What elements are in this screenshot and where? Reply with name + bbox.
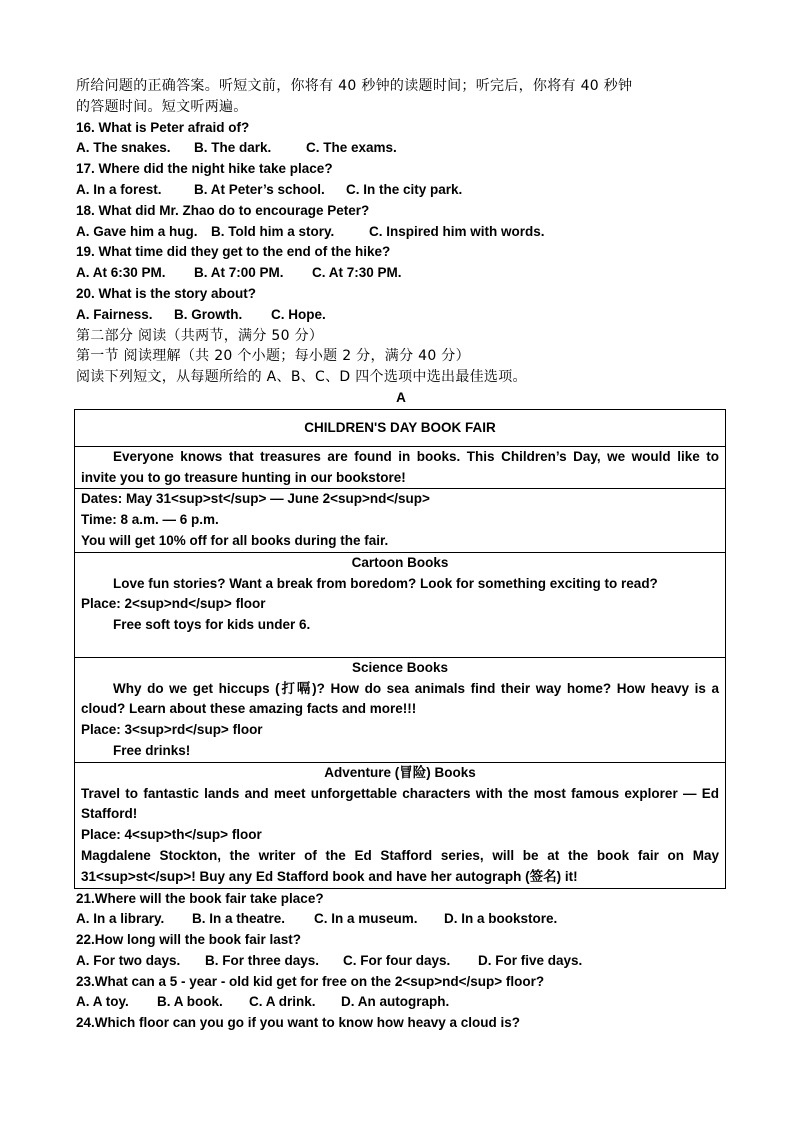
option-18a: A. Gave him a hug. — [76, 223, 198, 239]
question-21: 21.Where will the book fair take place? — [76, 890, 324, 906]
option-18c: C. Inspired him with words. — [369, 223, 545, 239]
option-16b: B. The dark. — [194, 140, 272, 156]
fair-title: CHILDREN'S DAY BOOK FAIR — [75, 409, 726, 446]
adventure-place: Place: 4<sup>th</sup> floor — [81, 827, 262, 843]
cartoon-desc: Love fun stories? Want a break from boredom? Look for something exciting to read? — [113, 575, 658, 591]
science-place: Place: 3<sup>rd</sup> floor — [81, 722, 263, 738]
option-21d: D. In a bookstore. — [444, 911, 558, 927]
option-21b: B. In a theatre. — [192, 911, 286, 927]
options-18 — [76, 222, 726, 243]
passage-label: A — [396, 389, 406, 405]
question-20: 20. What is the story about? — [76, 285, 257, 301]
option-19a: A. At 6:30 PM. — [76, 265, 166, 281]
question-18: 18. What did Mr. Zhao do to encourage Peter? — [76, 202, 370, 218]
options-22 — [76, 951, 726, 972]
options-21 — [76, 909, 726, 930]
options-19 — [76, 263, 726, 284]
option-20a: A. Fairness. — [76, 306, 153, 322]
science-heading: Science Books — [351, 659, 449, 675]
fair-time: Time: 8 a.m. — 6 p.m. — [81, 512, 219, 528]
option-22d: D. For five days. — [478, 952, 583, 968]
option-17a: A. In a forest. — [76, 181, 162, 197]
option-22a: A. For two days. — [76, 952, 181, 968]
option-23c: C. A drink. — [249, 994, 316, 1010]
fair-details-cell — [75, 489, 726, 552]
option-19c: C. At 7:30 PM. — [312, 265, 402, 281]
question-17: 17. Where did the night hike take place? — [76, 161, 333, 177]
fair-intro: Everyone knows that treasures are found in books. This Children’s Day, we would like to invite you to go treasure hunting in our bookstore! — [75, 446, 726, 489]
section-instruction: 阅读下列短文，从每题所给的 A、B、C、D 四个选项中选出最佳选项。 — [76, 369, 527, 386]
option-18b: B. Told him a story. — [211, 223, 335, 239]
science-books-cell — [75, 657, 726, 762]
adventure-heading: Adventure (冒险) Books — [324, 764, 476, 780]
document-page — [76, 76, 726, 1034]
cartoon-extra: Free soft toys for kids under 6. — [113, 617, 311, 633]
option-22c: C. For four days. — [343, 952, 451, 968]
section-sub-heading: 第一节 阅读理解（共 20 个小题；每小题 2 分，满分 40 分） — [76, 348, 470, 365]
intro-line-1: 所给问题的正确答案。听短文前，你将有 40 秒钟的读题时间；听完后，你将有 40 秒钟 — [76, 78, 633, 94]
options-17 — [76, 180, 726, 201]
intro-line-2: 的答题时间。短文听两遍。 — [76, 98, 248, 115]
fair-dates: Dates: May 31<sup>st</sup> — June 2<sup>nd</sup> — [81, 491, 430, 507]
option-21c: C. In a museum. — [314, 911, 418, 927]
section-part-heading: 第二部分 阅读（共两节，满分 50 分） — [76, 327, 324, 344]
option-20b: B. Growth. — [174, 306, 243, 322]
option-17b: B. At Peter’s school. — [194, 181, 325, 197]
option-23b: B. A book. — [157, 994, 223, 1010]
options-23 — [76, 992, 726, 1013]
question-19: 19. What time did they get to the end of the hike? — [76, 244, 391, 260]
adventure-desc: Travel to fantastic lands and meet unforgettable characters with the most famous explorer — Ed Stafford! — [81, 785, 719, 822]
option-16c: C. The exams. — [306, 140, 397, 156]
option-19b: B. At 7:00 PM. — [194, 265, 284, 281]
question-16: 16. What is Peter afraid of? — [76, 119, 250, 135]
option-17c: C. In the city park. — [346, 181, 463, 197]
fair-discount: You will get 10% off for all books during the fair. — [81, 532, 389, 548]
question-22: 22.How long will the book fair last? — [76, 932, 302, 948]
option-22b: B. For three days. — [205, 952, 320, 968]
question-24: 24.Which floor can you go if you want to know how heavy a cloud is? — [76, 1015, 521, 1031]
option-21a: A. In a library. — [76, 911, 165, 927]
reading-questions — [76, 889, 726, 1035]
listening-questions — [76, 118, 726, 326]
science-desc: Why do we get hiccups (打嗝)? How do sea animals find their way home? How heavy is a cloud? Learn about these amazing facts and more!!! — [81, 680, 719, 717]
cartoon-books-cell — [75, 552, 726, 657]
question-23: 23.What can a 5 - year - old kid get for free on the 2<sup>nd</sup> floor? — [76, 973, 545, 989]
cartoon-heading: Cartoon Books — [351, 554, 449, 570]
adventure-books-cell — [75, 762, 726, 888]
adventure-extra: Magdalene Stockton, the writer of the Ed Stafford series, will be at the book fair on May 31<sup>st</sup>! Buy any Ed Stafford book and have her autograph (签名) it! — [81, 847, 719, 884]
science-extra: Free drinks! — [113, 742, 191, 758]
option-20c: C. Hope. — [271, 306, 326, 322]
cartoon-place: Place: 2<sup>nd</sup> floor — [81, 596, 266, 612]
option-23a: A. A toy. — [76, 994, 129, 1010]
option-16a: A. The snakes. — [76, 140, 171, 156]
option-23d: D. An autograph. — [341, 994, 450, 1010]
options-20 — [76, 305, 726, 326]
options-16 — [76, 138, 726, 159]
book-fair-table — [74, 409, 726, 889]
